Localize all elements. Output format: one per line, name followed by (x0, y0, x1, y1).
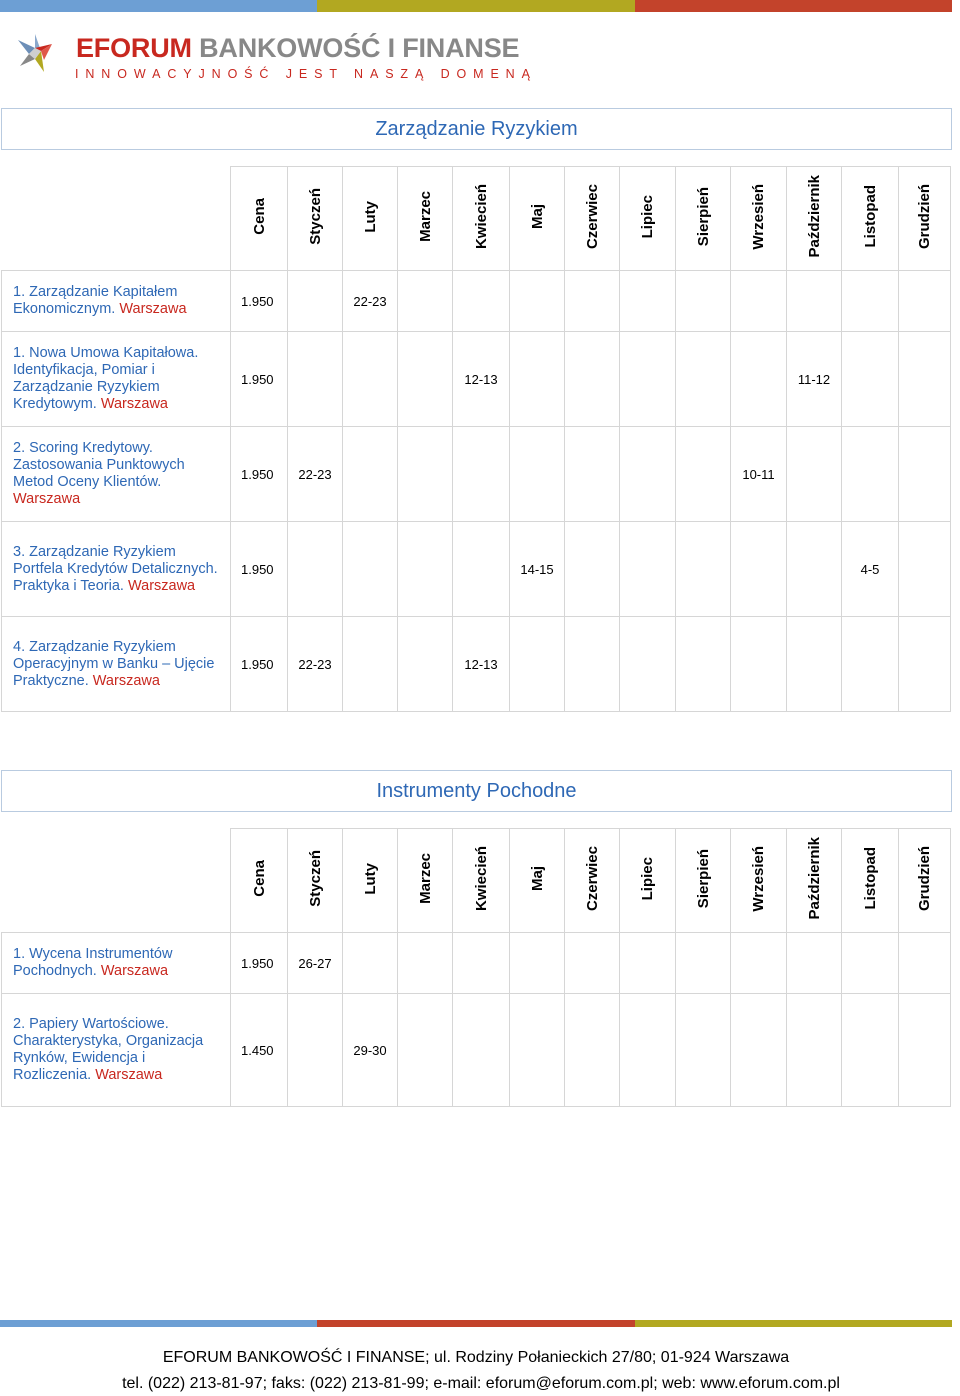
date-cell (565, 933, 620, 994)
date-cell (343, 332, 398, 427)
course-price: 1.950 (231, 617, 288, 712)
month-header-row (2, 167, 951, 271)
date-cell (842, 617, 899, 712)
date-cell: 22-23 (288, 427, 343, 522)
date-cell (620, 933, 676, 994)
col-header-month: Sierpień (676, 167, 731, 271)
footer-color-bar (0, 1320, 952, 1327)
date-cell (565, 522, 620, 617)
col-header-month: Lipiec (620, 829, 676, 933)
date-cell (787, 522, 842, 617)
corner-cell (2, 167, 231, 271)
col-header-month: Październik (787, 829, 842, 933)
col-header-month: Kwiecień (453, 829, 510, 933)
date-cell (842, 332, 899, 427)
date-cell (565, 617, 620, 712)
date-cell (676, 332, 731, 427)
col-header-month: Wrzesień (731, 167, 787, 271)
brand-header (14, 30, 537, 85)
top-color-bar (0, 0, 952, 12)
date-cell (787, 933, 842, 994)
date-cell (453, 522, 510, 617)
date-cell (787, 427, 842, 522)
section-title-derivatives: Instrumenty Pochodne (1, 770, 952, 812)
date-cell (676, 994, 731, 1107)
date-cell (676, 933, 731, 994)
date-cell (343, 933, 398, 994)
table-row (2, 271, 951, 332)
date-cell (731, 617, 787, 712)
date-cell (620, 271, 676, 332)
date-cell (731, 271, 787, 332)
course-name[interactable]: 3. Zarządzanie Ryzykiem Portfela Kredytów Detalicznych. Praktyka i Teoria. Warszawa (2, 522, 231, 617)
table-row (2, 933, 951, 994)
date-cell (842, 427, 899, 522)
date-cell (398, 617, 453, 712)
table-row (2, 617, 951, 712)
date-cell: 29-30 (343, 994, 398, 1107)
date-cell (731, 994, 787, 1107)
date-cell: 26-27 (288, 933, 343, 994)
course-name[interactable]: 2. Papiery Wartościowe. Charakterystyka, Organizacja Rynków, Ewidencja i Rozliczenia. Warszawa (2, 994, 231, 1107)
date-cell (453, 271, 510, 332)
col-header-month: Styczeń (288, 167, 343, 271)
date-cell (343, 427, 398, 522)
date-cell (899, 271, 951, 332)
brand-name (76, 33, 519, 64)
date-cell (620, 522, 676, 617)
date-cell (288, 271, 343, 332)
date-cell (899, 427, 951, 522)
date-cell (398, 933, 453, 994)
col-header-month: Wrzesień (731, 829, 787, 933)
col-header-month: Sierpień (676, 829, 731, 933)
date-cell (731, 332, 787, 427)
col-header-month: Listopad (842, 829, 899, 933)
course-name[interactable]: 1. Nowa Umowa Kapitałowa. Identyfikacja, Pomiar i Zarządzanie Ryzykiem Kredytowym. Warszawa (2, 332, 231, 427)
date-cell (398, 994, 453, 1107)
col-header-month: Grudzień (899, 829, 951, 933)
section-title-risk: Zarządzanie Ryzykiem (1, 108, 952, 150)
table-row (2, 332, 951, 427)
date-cell (731, 522, 787, 617)
col-header-month: Lipiec (620, 167, 676, 271)
col-header-month: Październik (787, 167, 842, 271)
date-cell (676, 271, 731, 332)
date-cell (398, 522, 453, 617)
date-cell (453, 994, 510, 1107)
table-row (2, 427, 951, 522)
date-cell (510, 617, 565, 712)
col-header-month: Grudzień (899, 167, 951, 271)
col-header-price: Cena (231, 829, 288, 933)
date-cell (398, 427, 453, 522)
date-cell (676, 522, 731, 617)
date-cell (398, 332, 453, 427)
date-cell (288, 994, 343, 1107)
schedule-table-risk (1, 166, 951, 712)
date-cell (343, 522, 398, 617)
course-name[interactable]: 1. Wycena Instrumentów Pochodnych. Warszawa (2, 933, 231, 994)
date-cell: 11-12 (787, 332, 842, 427)
brand-tagline: INNOWACYJNOŚĆ JEST NASZĄ DOMENĄ (75, 67, 537, 81)
col-header-month: Maj (510, 829, 565, 933)
date-cell: 12-13 (453, 332, 510, 427)
date-cell (510, 332, 565, 427)
date-cell (288, 332, 343, 427)
date-cell (787, 994, 842, 1107)
date-cell (899, 522, 951, 617)
date-cell (787, 271, 842, 332)
date-cell (842, 271, 899, 332)
course-price: 1.950 (231, 933, 288, 994)
footer-contact: tel. (022) 213-81-97; faks: (022) 213-81-99; e-mail: eforum@eforum.com.pl; web: www.eforum.com.pl (122, 1375, 840, 1392)
date-cell: 4-5 (842, 522, 899, 617)
col-header-month: Marzec (398, 167, 453, 271)
col-header-month: Maj (510, 167, 565, 271)
table-row (2, 994, 951, 1107)
date-cell (565, 427, 620, 522)
course-price: 1.950 (231, 522, 288, 617)
table-row (2, 522, 951, 617)
date-cell (565, 994, 620, 1107)
col-header-month: Czerwiec (565, 829, 620, 933)
course-price: 1.950 (231, 332, 288, 427)
date-cell: 14-15 (510, 522, 565, 617)
date-cell (620, 332, 676, 427)
col-header-month: Luty (343, 167, 398, 271)
brand-name-part2: BANKOWOŚĆ I FINANSE (199, 33, 520, 63)
col-header-month: Listopad (842, 167, 899, 271)
date-cell (565, 271, 620, 332)
col-header-month: Kwiecień (453, 167, 510, 271)
date-cell (620, 994, 676, 1107)
date-cell (620, 427, 676, 522)
date-cell (343, 617, 398, 712)
corner-cell (2, 829, 231, 933)
date-cell (453, 933, 510, 994)
date-cell (676, 617, 731, 712)
date-cell (510, 271, 565, 332)
schedule-table-derivatives (1, 828, 951, 1107)
course-name[interactable]: 1. Zarządzanie Kapitałem Ekonomicznym. Warszawa (2, 271, 231, 332)
col-header-month: Marzec (398, 829, 453, 933)
date-cell: 12-13 (453, 617, 510, 712)
date-cell: 22-23 (288, 617, 343, 712)
date-cell (899, 617, 951, 712)
date-cell: 22-23 (343, 271, 398, 332)
month-header-row (2, 829, 951, 933)
course-name[interactable]: 2. Scoring Kredytowy. Zastosowania Punktowych Metod Oceny Klientów. Warszawa (2, 427, 231, 522)
course-name[interactable]: 4. Zarządzanie Ryzykiem Operacyjnym w Banku – Ujęcie Praktyczne. Warszawa (2, 617, 231, 712)
date-cell (510, 427, 565, 522)
course-price: 1.450 (231, 994, 288, 1107)
eforum-logo-icon (14, 32, 56, 76)
date-cell (787, 617, 842, 712)
date-cell (676, 427, 731, 522)
col-header-month: Czerwiec (565, 167, 620, 271)
col-header-month: Styczeń (288, 829, 343, 933)
date-cell (288, 522, 343, 617)
course-price: 1.950 (231, 427, 288, 522)
brand-name-part1: EFORUM (76, 33, 192, 63)
date-cell (842, 994, 899, 1107)
date-cell (453, 427, 510, 522)
date-cell (899, 994, 951, 1107)
date-cell (620, 617, 676, 712)
date-cell: 10-11 (731, 427, 787, 522)
col-header-month: Luty (343, 829, 398, 933)
col-header-price: Cena (231, 167, 288, 271)
date-cell (899, 332, 951, 427)
footer-address: EFORUM BANKOWOŚĆ I FINANSE; ul. Rodziny Połanieckich 27/80; 01-924 Warszawa (162, 1349, 790, 1366)
date-cell (731, 933, 787, 994)
date-cell (510, 933, 565, 994)
course-price: 1.950 (231, 271, 288, 332)
date-cell (899, 933, 951, 994)
date-cell (842, 933, 899, 994)
date-cell (565, 332, 620, 427)
date-cell (510, 994, 565, 1107)
date-cell (398, 271, 453, 332)
